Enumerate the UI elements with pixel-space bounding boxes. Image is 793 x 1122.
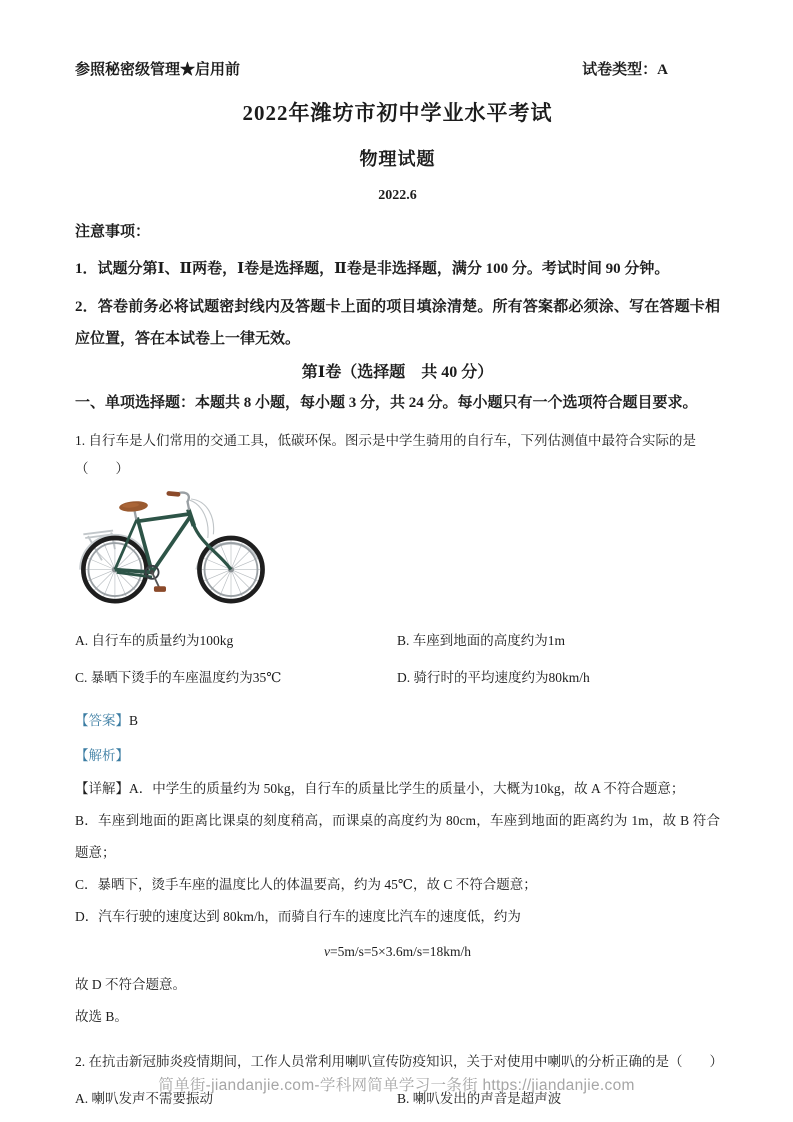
bicycle-illustration [75,486,270,616]
subject-title: 物理试题 [359,149,436,169]
exam-title: 2022年潍坊市初中学业水平考试 [242,101,553,125]
notice-item-1: 1．试题分第Ⅰ、Ⅱ两卷，Ⅰ卷是选择题，Ⅱ卷是非选择题，满分 100 分。考试时间 90 分钟。 [75,261,670,277]
question-1-option-c: C. 暴晒下烫手的车座温度约为35℃ [75,670,282,685]
question-1-options-row-2 [75,668,720,688]
speed-formula [75,939,720,965]
section-1-title: 第Ⅰ卷（选择题 共 40 分） [301,364,494,381]
question-2-option-b: B. 喇叭发出的声音是超声波 [397,1091,562,1106]
detail-conclusion-d: 故 D 不符合题意。 [75,977,186,992]
question-1-answer-blank: （ ） [75,461,129,476]
page-content [75,0,723,1109]
detail-line-a: 【详解】A．中学生的质量约为 50kg，自行车的质量比学生的质量小，大概为10kg，故 A 不符合题意； [75,781,685,796]
notices-heading: 注意事项： [75,224,151,240]
secrecy-note: 参照秘密级管理★启用前 [75,62,241,78]
analysis-label: 【解析】 [75,748,129,763]
answer-label: 【答案】 [75,713,129,728]
formula-expression: =5m/s=5×3.6m/s=18km/h [329,944,472,959]
question-2-stem: 2. 在抗击新冠肺炎疫情期间，工作人员常利用喇叭宣传防疫知识，关于对使用中喇叭的分析正确的是（ ） [75,1054,723,1069]
bike-saddle [119,500,149,513]
question-1-analysis-label [75,744,720,764]
question-1-stem: 1. 自行车是人们常用的交通工具，低碳环保。图示是中学生骑用的自行车，下列估测值中最符合实际的是 [75,433,696,448]
answer-value: B [129,713,139,728]
question-1-options-row-1 [75,631,720,651]
paper-type-label: 试卷类型：A [582,62,668,78]
question-1-option-d: D. 骑行时的平均速度约为80km/h [397,670,590,685]
section-1-intro: 一、单项选择题：本题共 8 小题，每小题 3 分，共 24 分。每小题只有一个选项符合题目要求。 [75,395,698,411]
detail-line-d: D．汽车行驶的速度达到 80km/h，而骑自行车的速度比汽车的速度低，约为 [75,909,521,924]
notice-item-2: 2．答卷前务必将试题密封线内及答题卡上面的项目填涂清楚。所有答案都必须涂、写在答题卡相应位置，答在本试卷上一律无效。 [75,299,720,347]
question-1-answer-line [75,709,720,729]
detail-final-answer: 故选 B。 [75,1009,128,1024]
question-1-option-b: B. 车座到地面的高度约为1m [397,633,566,648]
bicycle-image [75,486,720,616]
watermark-footer: 简单街-jiandanjie.com-学科网简单学习一条街 https://jiandanjie.com [158,1077,635,1094]
page-header [75,0,720,79]
question-1-option-a: A. 自行车的质量约为100kg [75,633,234,648]
detail-line-c: C．暴晒下，烫手车座的温度比人的体温要高，约为 45℃，故 C 不符合题意； [75,877,537,892]
detail-line-b: B．车座到地面的距离比课桌的刻度稍高，而课桌的高度约为 80cm，车座到地面的距离约为 1m，故 B 符合题意； [75,813,720,860]
formula-variable: v [323,944,330,959]
exam-date: 2022.6 [378,188,417,203]
bike-seat-post [134,510,136,519]
question-2-option-a: A. 喇叭发声不需要振动 [75,1091,213,1106]
